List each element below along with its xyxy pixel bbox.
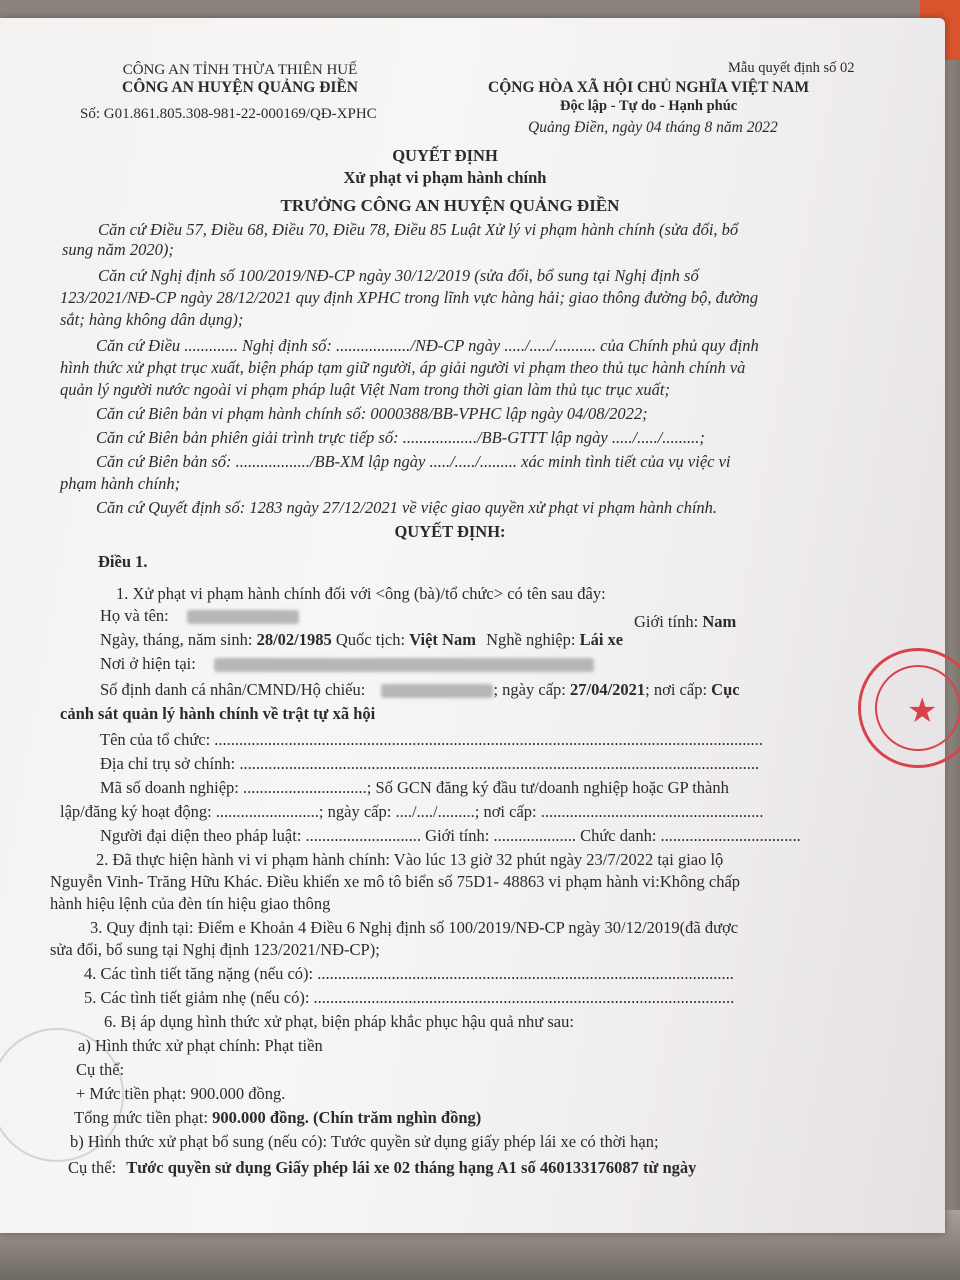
issue-place-value: Cục (711, 680, 740, 699)
redacted-name (187, 610, 299, 624)
legal-basis-line: Căn cứ Biên bản số: ................../BB-XM lập ngày ...../...../......... xác minh tình tiết của vụ việc vi (96, 452, 731, 471)
main-penalty: a) Hình thức xử phạt chính: Phạt tiền (78, 1036, 323, 1055)
legal-basis-line: quản lý người nước ngoài vi phạm pháp luật Việt Nam trong thời gian làm thủ tục trục xuất; (60, 380, 670, 399)
document-subtitle: Xử phạt vi phạm hành chính (343, 168, 547, 187)
regulation-line: 3. Quy định tại: Điểm e Khoản 4 Điều 6 Nghị định số 100/2019/NĐ-CP ngày 30/12/2019(đã được (90, 918, 739, 937)
total-fine-words: (Chín trăm nghìn đồng) (313, 1108, 482, 1127)
country-name: CỘNG HÒA XÃ HỘI CHỦ NGHĨA VIỆT NAM (488, 79, 810, 96)
dob-value: 28/02/1985 (256, 630, 332, 649)
article-item-intro: 1. Xử phạt vi phạm hành chính đối với <ông (bà)/tổ chức> có tên sau đây: (116, 584, 606, 603)
address-row (100, 654, 594, 674)
total-fine-value: 900.000 đồng. (212, 1108, 309, 1127)
org-tax-line: Mã số doanh nghiệp: ..............................; Số GCN đăng ký đầu tư/doanh nghiệp hoặc GP thành (100, 778, 729, 797)
dob-label: Ngày, tháng, năm sinh: (100, 630, 253, 649)
decision-heading: QUYẾT ĐỊNH: (394, 522, 506, 541)
dob-row (100, 630, 623, 650)
violation-line: 2. Đã thực hiện hành vi vi phạm hành chính: Vào lúc 13 giờ 32 phút ngày 23/7/2022 tại giao lộ (96, 850, 724, 869)
violation-line: hành hiệu lệnh của đèn tín hiệu giao thông (50, 894, 331, 913)
job-label: Nghề nghiệp: (486, 630, 576, 649)
org-representative-line: Người đại diện theo pháp luật: ............................ Giới tính: .................... Chức danh: .................................. (100, 826, 801, 845)
agency-parent: CÔNG AN TỈNH THỪA THIÊN HUẾ (122, 62, 358, 78)
total-fine-label: Tổng mức tiền phạt: (74, 1108, 209, 1127)
extra-detail-label: Cụ thể: (68, 1158, 117, 1177)
aggravating-line: 4. Các tình tiết tăng nặng (nếu có): ..................................................................................................... (84, 964, 734, 983)
address-label: Nơi ở hiện tại: (100, 654, 196, 673)
mitigating-line: 5. Các tình tiết giảm nhẹ (nếu có): ...................................................................................................... (84, 988, 735, 1007)
org-name-line: Tên của tổ chức: ..................................................................................................................................... (100, 730, 763, 749)
org-registration-line: lập/đăng ký hoạt động: .........................; ngày cấp: ..../..../.........; nơi cấp: ...................................................... (60, 802, 764, 821)
name-row (100, 606, 299, 626)
legal-basis-line: 123/2021/NĐ-CP ngày 28/12/2021 quy định XPHC trong lĩnh vực hàng hải; giao thông đường bộ, đường (60, 288, 759, 307)
document-title: QUYẾT ĐỊNH (392, 146, 498, 165)
issuer-title: TRƯỞNG CÔNG AN HUYỆN QUẢNG ĐIỀN (280, 196, 620, 215)
violation-line: Nguyễn Vinh- Trăng Hữu Khác. Điều khiển xe mô tô biển số 75D1- 48863 vi phạm hành vi:Không chấp (50, 872, 741, 891)
star-icon: ★ (907, 693, 938, 730)
gender-row (634, 612, 736, 632)
id-row (100, 680, 740, 700)
nationality-value: Việt Nam (409, 630, 476, 649)
form-number: Mẫu quyết định số 02 (728, 60, 855, 76)
issue-date-value: 27/04/2021 (569, 680, 646, 699)
id-label: Số định danh cá nhân/CMND/Hộ chiếu: (100, 680, 366, 699)
agency-name: CÔNG AN HUYỆN QUẢNG ĐIỀN (122, 79, 358, 96)
article-heading: Điều 1. (98, 552, 148, 571)
fine-amount-line: + Mức tiền phạt: 900.000 đồng. (76, 1084, 286, 1103)
place-date: Quảng Điền, ngày 04 tháng 8 năm 2022 (528, 119, 778, 136)
gender-label: Giới tính: (634, 612, 699, 631)
legal-basis-line: phạm hành chính; (60, 474, 181, 493)
name-label: Họ và tên: (100, 606, 169, 625)
legal-basis-line: Căn cứ Nghị định số 100/2019/NĐ-CP ngày 30/12/2019 (sửa đổi, bổ sung tại Nghị định số (98, 266, 699, 285)
stamp-inner-ring (875, 665, 960, 751)
legal-basis-line: Căn cứ Biên bản vi phạm hành chính số: 0000388/BB-VPHC lập ngày 04/08/2022; (96, 404, 648, 423)
legal-basis-line: Căn cứ Điều ............. Nghị định số: ................../NĐ-CP ngày ...../...../.......... của Chính phủ quy định (96, 336, 759, 355)
nationality-label: Quốc tịch: (335, 630, 406, 649)
issue-place-label: ; nơi cấp: (645, 680, 708, 699)
legal-basis-line: sắt; hàng không dân dụng); (60, 310, 244, 329)
total-fine-row (74, 1108, 481, 1128)
issue-place-continued: cảnh sát quản lý hành chính về trật tự xã hội (60, 704, 376, 723)
legal-basis-line: Căn cứ Điều 57, Điều 68, Điều 70, Điều 78, Điều 85 Luật Xử lý vi phạm hành chính (sửa đổi, bổ (98, 220, 739, 239)
extra-penalty: b) Hình thức xử phạt bổ sung (nếu có): Tước quyền sử dụng giấy phép lái xe có thời hạn; (70, 1132, 659, 1151)
gender-value: Nam (702, 612, 737, 631)
regulation-line: sửa đổi, bổ sung tại Nghị định 123/2021/NĐ-CP); (50, 940, 380, 959)
legal-basis-line: sung năm 2020); (62, 240, 174, 259)
job-value: Lái xe (579, 630, 624, 649)
redacted-address (214, 658, 594, 672)
legal-basis-line: Căn cứ Biên bản phiên giải trình trực tiếp số: ................../BB-GTTT lập ngày ...../...../.........; (96, 428, 705, 447)
motto: Độc lập - Tự do - Hạnh phúc (560, 98, 738, 114)
document-page (0, 18, 945, 1233)
penalty-intro: 6. Bị áp dụng hình thức xử phạt, biện pháp khắc phục hậu quả như sau: (104, 1012, 574, 1031)
legal-basis-line: Căn cứ Quyết định số: 1283 ngày 27/12/2021 về việc giao quyền xử phạt vi phạm hành chính. (96, 498, 718, 517)
extra-penalty-detail-row (68, 1158, 696, 1178)
document-number: Số: G01.861.805.308-981-22-000169/QĐ-XPHC (80, 106, 377, 122)
org-address-line: Địa chỉ trụ sở chính: .............................................................................................................................. (100, 754, 760, 773)
legal-basis-line: hình thức xử phạt trục xuất, biện pháp tạm giữ người, áp giải người vi phạm theo thủ tục hành chính và (60, 358, 746, 377)
redacted-id (381, 684, 493, 698)
detail-label: Cụ thể: (76, 1060, 125, 1079)
issue-date-label: ; ngày cấp: (493, 680, 566, 699)
document-body (0, 18, 945, 1233)
extra-detail-value: Tước quyền sử dụng Giấy phép lái xe 02 tháng hạng A1 số 460133176087 từ ngày (126, 1158, 697, 1177)
